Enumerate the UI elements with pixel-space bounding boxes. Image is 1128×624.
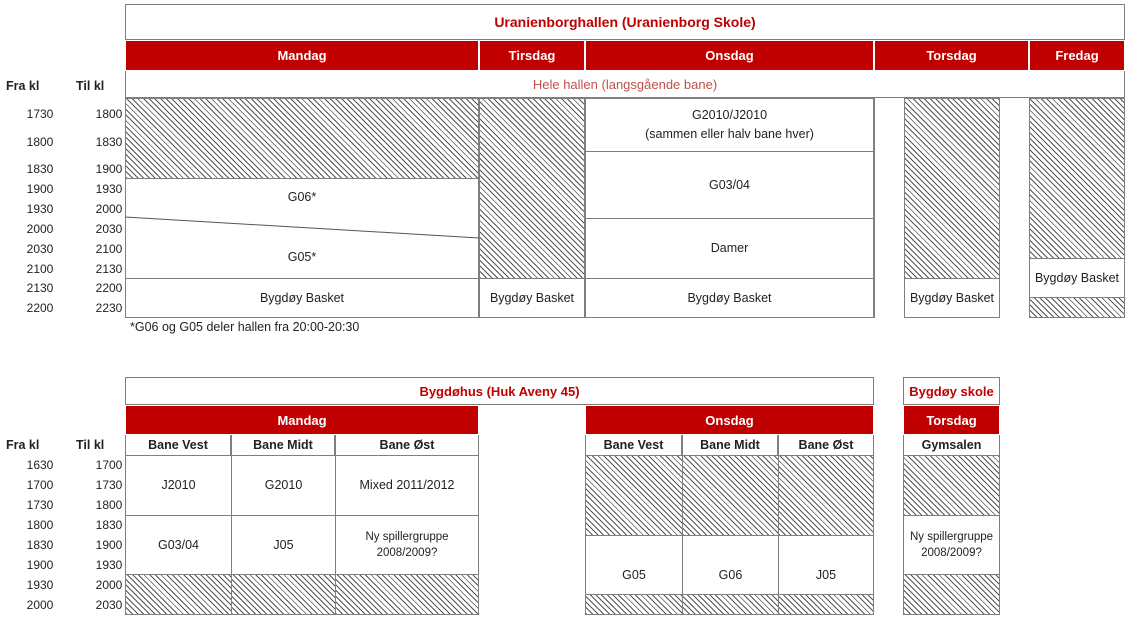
hall1-to-time: 2130 (95, 262, 123, 276)
hall1-title: Uranienborghallen (Uranienborg Skole) (125, 4, 1125, 40)
hall1-to-time: 2200 (95, 281, 123, 295)
hall1-day-tirsdag: Tirsdag (479, 40, 585, 71)
hall1-to-time: 1900 (95, 162, 123, 176)
hall1-from-time: 2130 (26, 281, 54, 295)
hall2-title: Bygdøhus (Huk Aveny 45) (125, 377, 874, 405)
onsdag-vest-g05: G05 (585, 535, 683, 595)
hall1-from-time: 1930 (26, 202, 54, 216)
hall1-from-time: 1830 (26, 162, 54, 176)
onsdag-midt-g06: G06 (682, 535, 779, 595)
hall2-day-mandag: Mandag (125, 405, 479, 435)
onsdag-ost-hatched-top (778, 455, 874, 536)
hall1-day-torsdag: Torsdag (874, 40, 1029, 71)
hall1-to-time: 2100 (95, 242, 123, 256)
mandag-ost-line1: Ny spillergruppe (365, 531, 449, 543)
hall1-from-time: 2000 (26, 222, 54, 236)
onsdag-vest-hatched-top (585, 455, 683, 536)
hall2-col-from: Fra kl (6, 438, 40, 452)
hall1-to-time: 1830 (95, 135, 123, 149)
hall1-day-fredag: Fredag (1029, 40, 1125, 71)
mandag-ost-line2: 2008/2009? (376, 547, 438, 559)
onsdag-midt-hatched-top (682, 455, 779, 536)
gym-line1: Ny spillergruppe (909, 531, 994, 543)
mandag-g06: G06* (287, 190, 317, 204)
hall2-from-time: 1630 (26, 458, 54, 472)
hall1-from-time: 1730 (26, 107, 54, 121)
torsdag-gym-hatched-top (903, 455, 1000, 516)
hall2-from-time: 1900 (26, 558, 54, 572)
hall1-to-time: 2000 (95, 202, 123, 216)
hall2-from-time: 2000 (26, 598, 54, 612)
onsdag-g2010-line1: G2010/J2010 (691, 108, 768, 122)
tirsdag-bygdoy-basket: Bygdøy Basket (479, 278, 585, 318)
hall2-from-time: 1830 (26, 538, 54, 552)
onsdag-damer: Damer (585, 218, 874, 279)
mandag-hatched-unavailable (125, 98, 479, 179)
hall2-to-time: 1730 (95, 478, 123, 492)
hall1-to-time: 1800 (95, 107, 123, 121)
mandag-bygdoy-basket: Bygdøy Basket (125, 278, 479, 318)
hall3-title: Bygdøy skole (903, 377, 1000, 405)
hall1-to-time: 2230 (95, 301, 123, 315)
hall2-to-time: 1900 (95, 538, 123, 552)
onsdag-ost-j05: J05 (778, 535, 874, 595)
onsdag-midt-hatched-bottom (682, 594, 779, 615)
mandag-court-midt: Bane Midt (231, 435, 335, 455)
hall2-to-time: 1930 (95, 558, 123, 572)
mandag-ost-hatched (335, 574, 479, 615)
onsdag-bygdoy-basket: Bygdøy Basket (585, 278, 874, 318)
hall2-col-to: Til kl (76, 438, 105, 452)
hall2-day-onsdag: Onsdag (585, 405, 874, 435)
hall1-subtitle: Hele hallen (langsgående bane) (125, 71, 1125, 98)
mandag-midt-j05: J05 (231, 515, 336, 575)
torsdag-hatched-unavailable (904, 98, 1000, 279)
torsdag-gym-ny-spillergruppe (903, 515, 1000, 575)
torsdag-bygdoy-basket: Bygdøy Basket (904, 278, 1000, 318)
mandag-vest-g03: G03/04 (125, 515, 232, 575)
fredag-bygdoy-basket: Bygdøy Basket (1029, 258, 1125, 298)
mandag-g05: G05* (287, 250, 317, 264)
gym-line2: 2008/2009? (921, 547, 982, 559)
onsdag-ost-hatched-bottom (778, 594, 874, 615)
hall2-to-time: 2030 (95, 598, 123, 612)
hall2-from-time: 1930 (26, 578, 54, 592)
onsdag-court-vest: Bane Vest (585, 435, 682, 455)
onsdag-g2010-line2: (sammen eller halv bane hver) (645, 127, 814, 141)
hall3-room-gymsalen: Gymsalen (903, 435, 1000, 455)
fredag-hatched-unavailable (1029, 98, 1125, 259)
fredag-hatched-bottom (1029, 297, 1125, 318)
hall1-footnote: *G06 og G05 deler hallen fra 20:00-20:30 (130, 320, 360, 334)
hall3-day-torsdag: Torsdag (903, 405, 1000, 435)
hall1-from-time: 1800 (26, 135, 54, 149)
hall1-from-time: 2030 (26, 242, 54, 256)
hall1-col-to: Til kl (76, 79, 105, 93)
hall2-to-time: 1830 (95, 518, 123, 532)
mandag-vest-j2010: J2010 (125, 455, 232, 516)
hall1-from-time: 2200 (26, 301, 54, 315)
mandag-midt-hatched (231, 574, 336, 615)
onsdag-vest-hatched-bottom (585, 594, 683, 615)
onsdag-g03-04: G03/04 (585, 151, 874, 219)
tirsdag-hatched-unavailable (479, 98, 585, 279)
hall2-to-time: 1700 (95, 458, 123, 472)
mandag-vest-hatched (125, 574, 232, 615)
mandag-midt-g2010: G2010 (231, 455, 336, 516)
hall2-from-time: 1800 (26, 518, 54, 532)
mandag-court-ost: Bane Øst (335, 435, 479, 455)
mandag-ost-ny-spillergruppe (335, 515, 479, 575)
torsdag-gap-left (874, 98, 904, 318)
mandag-ost-mixed: Mixed 2011/2012 (335, 455, 479, 516)
mandag-court-vest: Bane Vest (125, 435, 231, 455)
torsdag-gym-hatched-bottom (903, 574, 1000, 615)
hall1-day-mandag: Mandag (125, 40, 479, 71)
hall1-col-from: Fra kl (6, 79, 40, 93)
onsdag-court-ost: Bane Øst (778, 435, 874, 455)
hall1-from-time: 1900 (26, 182, 54, 196)
hall2-from-time: 1730 (26, 498, 54, 512)
hall1-to-time: 1930 (95, 182, 123, 196)
hall1-to-time: 2030 (95, 222, 123, 236)
hall2-to-time: 1800 (95, 498, 123, 512)
onsdag-court-midt: Bane Midt (682, 435, 778, 455)
hall1-day-onsdag: Onsdag (585, 40, 874, 71)
hall1-from-time: 2100 (26, 262, 54, 276)
onsdag-g2010-j2010 (585, 98, 874, 152)
hall2-to-time: 2000 (95, 578, 123, 592)
hall2-from-time: 1700 (26, 478, 54, 492)
